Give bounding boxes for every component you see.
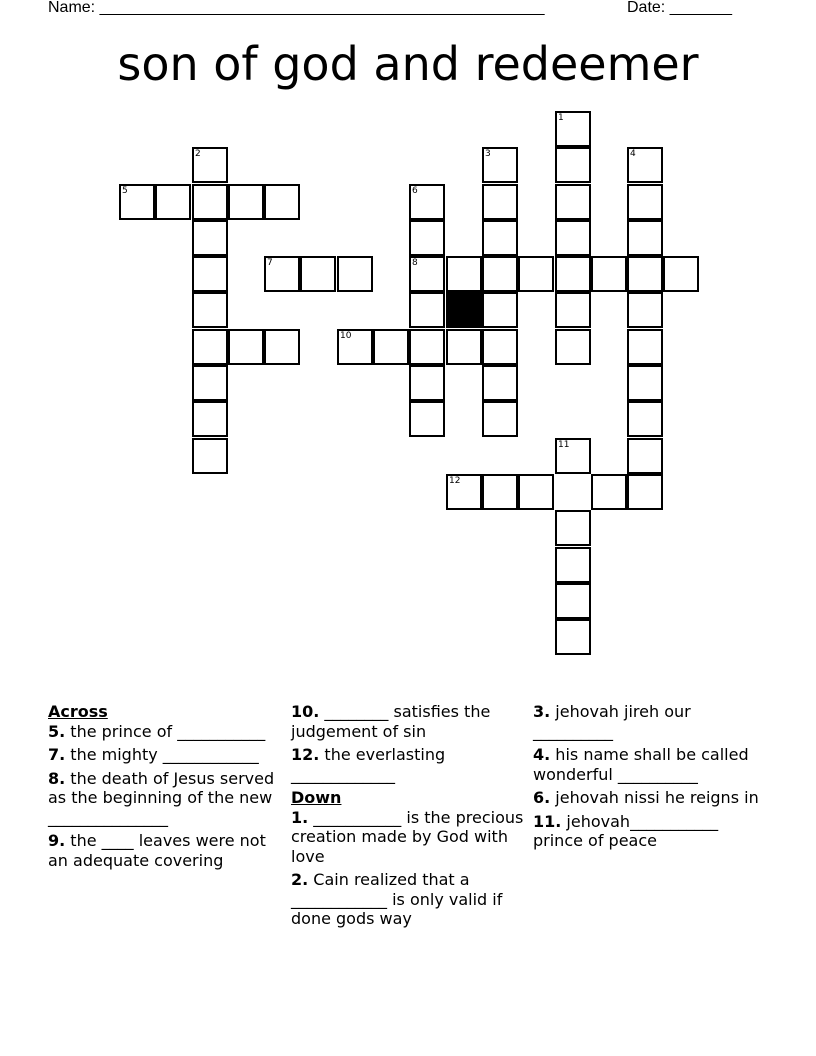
grid-cell[interactable] — [555, 619, 591, 655]
grid-cell[interactable] — [337, 256, 373, 292]
clue-item-number: 2. — [291, 870, 309, 889]
grid-cell[interactable] — [518, 256, 554, 292]
grid-cell[interactable] — [518, 474, 554, 510]
grid-cell[interactable] — [409, 184, 445, 220]
grid-cell[interactable] — [192, 256, 228, 292]
grid-cell[interactable] — [663, 256, 699, 292]
clue-item — [48, 769, 288, 828]
clue-item — [533, 745, 773, 784]
clue-item-number: 12. — [291, 745, 320, 764]
clue-item — [291, 808, 531, 867]
grid-cell[interactable] — [555, 510, 591, 546]
grid-cell[interactable] — [337, 329, 373, 365]
black-cell — [446, 292, 482, 328]
across-clues-list — [48, 722, 288, 871]
grid-cell[interactable] — [627, 184, 663, 220]
grid-cell[interactable] — [555, 256, 591, 292]
grid-cell[interactable] — [300, 256, 336, 292]
clue-item-number: 1. — [291, 807, 309, 827]
clue-number: 5 — [122, 186, 128, 196]
clue-item-text: the ____ leaves were not an adequate covering — [48, 831, 266, 870]
grid-cell[interactable] — [555, 329, 591, 365]
clue-number: 6 — [412, 186, 418, 196]
grid-cell[interactable] — [482, 401, 518, 437]
grid-cell[interactable] — [264, 184, 300, 220]
grid-cell[interactable] — [409, 220, 445, 256]
clue-number: 7 — [267, 258, 273, 268]
clue-item-text: jehovah jireh our __________ — [533, 702, 691, 741]
grid-cell[interactable] — [446, 256, 482, 292]
grid-cell[interactable] — [482, 474, 518, 510]
clues-column-1 — [48, 702, 288, 874]
grid-cell[interactable] — [155, 184, 191, 220]
across-heading: Across — [48, 702, 108, 721]
grid-cell[interactable] — [409, 401, 445, 437]
grid-cell[interactable] — [119, 184, 155, 220]
grid-cell[interactable] — [555, 111, 591, 147]
clue-item — [48, 745, 288, 765]
clue-item-number: 6. — [533, 788, 551, 807]
grid-cell[interactable] — [482, 365, 518, 401]
clue-item-text: jehovah___________ prince of peace — [533, 811, 719, 850]
grid-cell[interactable] — [446, 329, 482, 365]
grid-cell[interactable] — [627, 365, 663, 401]
name-label: Name: — [48, 0, 96, 16]
grid-cell[interactable] — [555, 220, 591, 256]
clue-item-text: the mighty ____________ — [65, 745, 259, 764]
date-blank[interactable]: _______ — [669, 0, 732, 16]
clue-item-number: 4. — [533, 745, 551, 764]
clue-number: 3 — [485, 149, 491, 159]
clue-item — [291, 870, 531, 929]
grid-cell[interactable] — [409, 292, 445, 328]
grid-cell[interactable] — [264, 256, 300, 292]
grid-cell[interactable] — [627, 438, 663, 474]
clue-number: 2 — [195, 149, 201, 159]
grid-cell[interactable] — [627, 401, 663, 437]
clue-item-text: ___________ is the precious creation made by God with love — [291, 807, 524, 866]
grid-cell[interactable] — [627, 292, 663, 328]
clue-item-text: Cain realized that a ____________ is only valid if done gods way — [291, 870, 503, 928]
grid-cell[interactable] — [192, 220, 228, 256]
clue-item — [48, 831, 288, 870]
clue-item — [533, 812, 773, 851]
clue-number: 8 — [412, 258, 418, 268]
grid-cell[interactable] — [627, 147, 663, 183]
grid-cell[interactable] — [482, 220, 518, 256]
grid-cell[interactable] — [446, 474, 482, 510]
grid-cell[interactable] — [192, 329, 228, 365]
clue-item-number: 3. — [533, 702, 551, 721]
grid-cell[interactable] — [591, 474, 627, 510]
clue-item-number: 5. — [48, 721, 66, 741]
grid-cell[interactable] — [409, 365, 445, 401]
grid-cell[interactable] — [627, 474, 663, 510]
clue-item — [533, 702, 773, 741]
clue-item-text: the death of Jesus served as the beginning of the new _______________ — [48, 768, 275, 827]
grid-cell[interactable] — [192, 184, 228, 220]
clue-item-number: 7. — [48, 745, 66, 764]
clue-item — [533, 788, 773, 808]
clue-item — [291, 745, 531, 784]
name-blank[interactable]: __________________________________________________ — [99, 0, 545, 16]
clue-number: 1 — [558, 113, 564, 123]
grid-cell[interactable] — [228, 329, 264, 365]
clue-item-text: the everlasting _____________ — [291, 745, 446, 784]
grid-cell[interactable] — [192, 438, 228, 474]
grid-cell[interactable] — [555, 184, 591, 220]
grid-cell[interactable] — [627, 256, 663, 292]
grid-cell[interactable] — [555, 147, 591, 183]
down-heading: Down — [291, 788, 342, 807]
grid-cell[interactable] — [482, 292, 518, 328]
across-clues-list-continued — [291, 702, 531, 784]
clue-item-text: the prince of ___________ — [65, 721, 266, 741]
grid-cell[interactable] — [192, 147, 228, 183]
down-clues-list-continued — [533, 702, 773, 851]
clue-item-text: his name shall be called wonderful __________ — [533, 745, 749, 784]
clue-item-number: 8. — [48, 768, 66, 788]
clue-item-number: 11. — [533, 811, 562, 831]
grid-cell[interactable] — [482, 329, 518, 365]
clue-number: 11 — [558, 440, 570, 450]
grid-cell[interactable] — [627, 220, 663, 256]
grid-cell[interactable] — [228, 184, 264, 220]
grid-cell[interactable] — [555, 438, 591, 474]
clues-column-2 — [291, 702, 531, 933]
clue-item — [291, 702, 531, 741]
grid-cell[interactable] — [373, 329, 409, 365]
grid-cell[interactable] — [555, 583, 591, 619]
grid-cell[interactable] — [555, 292, 591, 328]
grid-cell[interactable] — [482, 256, 518, 292]
clues-column-3 — [533, 702, 773, 855]
grid-cell[interactable] — [482, 184, 518, 220]
grid-cell[interactable] — [264, 329, 300, 365]
grid-cell[interactable] — [409, 329, 445, 365]
clue-number: 12 — [449, 476, 461, 486]
grid-cell[interactable] — [627, 329, 663, 365]
grid-cell[interactable] — [192, 365, 228, 401]
clue-item — [48, 722, 288, 742]
down-clues-list — [291, 808, 531, 929]
grid-cell[interactable] — [482, 147, 518, 183]
clue-number: 4 — [630, 149, 636, 159]
grid-cell[interactable] — [192, 401, 228, 437]
grid-cell[interactable] — [409, 256, 445, 292]
clue-item-number: 9. — [48, 831, 66, 850]
grid-cell[interactable] — [591, 256, 627, 292]
clue-item-text: jehovah nissi he reigns in — [550, 788, 759, 807]
clue-item-text: ________ satisfies the judgement of sin — [291, 702, 491, 741]
clue-item-number: 10. — [291, 702, 320, 721]
date-label: Date: — [627, 0, 666, 16]
grid-cell[interactable] — [192, 292, 228, 328]
puzzle-title: son of god and redeemer — [117, 37, 699, 91]
clue-number: 10 — [340, 331, 352, 341]
grid-cell[interactable] — [555, 547, 591, 583]
